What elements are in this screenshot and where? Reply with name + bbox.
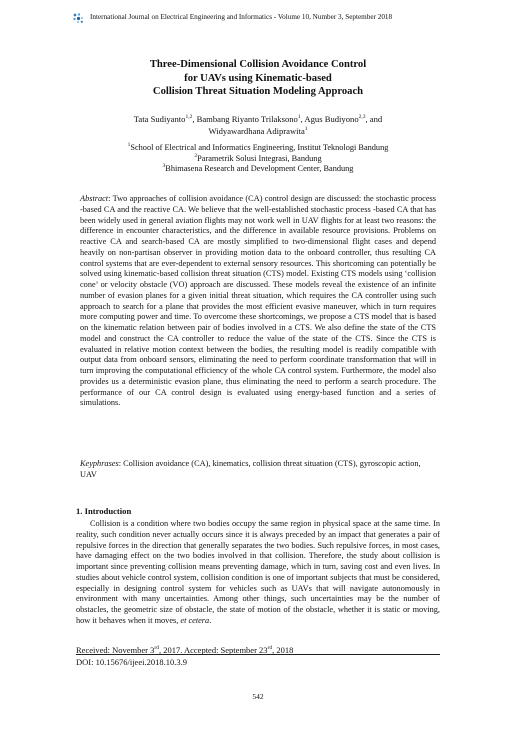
paper-title [60,58,456,99]
author-separator: , and [365,114,383,124]
body-italic: et cetera [180,615,210,625]
affiliation: $^2$Parametrik Solusi Integrasi, Bandung [194,152,322,163]
author-name: Tata Sudiyanto [133,114,186,124]
author-affil-mark: 1 [297,114,301,121]
title-line: Collision Threat Situation Modeling Approach [152,86,364,98]
abstract-text: : Two approaches of collision avoidance (CA) control design are discussed: the stochastic process -based CA and the reactive CA. We believe that the well-established stochastic process -based CA that has been widely used in general aviation flights may not work well in UAV flights for at least two reasons: the difference in encounter characteristics, and the difference in available resource provisions. Problems on reactive CA and search-based CA are mostly simplified to two-dimensional flight cases and depend heavily on non-partisan observer in providing motion data to the onboard controller, thus resulting CA control systems that are ever-dependent to external sensory resources. This shortcoming can potentially be solved using kinematic-based collision threat situation (CTS) model. Existing CTS models using ‘collision cone’ or velocity obstacle (VO) approach are discussed. These models reveal the existence of an infinite number of evasion planes for a given initial threat situation, which requires the CA controller using such approach to search for a plane that provides the most efficient evasive maneuver, which in turn requires more computing power and time. To overcome these shortcomings, we propose a CTS model that is based on the kinematic relation between pair of bodies involved in a CTS. We also define the state of the CTS model and construct the CA controller to reduce the value of the state of the CTS. Since the CTS is evaluated in relative motion context between the bodies, the resulting model is readily compatible with output data from onboard sensors, eliminating the need to perform coordinate transformation that will in turn improving the computational efficiency of the whole CA control system. Furthermore, the model also provides us a deterministic evasion plane, thus eliminating the need to perform a search procedure. The performance of our CA control design is evaluated using energy-based function and a series of simulations. [80,194,436,408]
body-text: Collision is a condition where two bodies occupy the same region in physical space at the same time. In reality, such condition never actually occurs since it is always preceded by an impact that generates a pair of repulsive forces in the direction that generally separates the two bodies. Such repulsive forces, in most cases, have damaging effect on the two bodies involved in that collision. Therefore, the study about collision is important since preventing collision means preventing damage, which in turn, saving cost and even lives. In studies about vehicle control system, collision condition is one of important subjects that must be considered, especially in designing control system for vehicles such as UAVs that will navigate autonomously in environment with many uncertainties. Among other things, such uncertainties may be the number of obstacles, the geometric size of obstacle, the state of motion of the obstacle, whether it is static or moving, how it behaves when it moves, [76,519,440,625]
section-body [76,519,440,627]
journal-logo-icon [72,12,84,24]
doi: DOI: 10.15676/ijeei.2018.10.3.9 [76,657,187,667]
body-end: . [209,615,212,625]
author-name: , Agus Budiyono [300,114,359,124]
affiliation-list [60,143,456,175]
journal-header: International Journal on Electrical Engineering and Informatics - Volume 10, Number 3, September 2018 [90,13,393,21]
keyphrases-text: : Collision avoidance (CA), kinematics, collision threat situation (CTS), gyroscopic action, UAV [80,459,421,479]
author-affil-mark: 1,2 [185,114,193,121]
title-line: Three-Dimensional Collision Avoidance Control [149,59,367,70]
received-dates: Received: November 3rd, 2017. Accepted: September 23rd, 2018 [76,645,294,655]
section-heading: 1. Introduction [76,506,132,516]
keyphrases-label: Keyphrases [80,459,119,468]
author-affil-mark: 2,3 [358,114,366,121]
author-name: Widyawardhana Adiprawita [208,126,305,136]
abstract [80,194,436,409]
abstract-label: Abstract [80,194,109,203]
affiliation: $^3$Bhimasena Research and Development Center, Bandung [162,163,354,174]
author-name: , Bambang Riyanto Trilaksono [192,114,298,124]
affiliation: $^1$School of Electrical and Informatics Engineering, Institut Teknologi Bandung [127,142,389,152]
title-line: for UAVs using Kinematic-based [184,72,332,84]
keyphrases [80,459,436,481]
page-number: 542 [252,692,264,701]
author-affil-mark: 1 [304,126,308,133]
author-list [60,113,456,137]
footer-divider [76,654,440,655]
